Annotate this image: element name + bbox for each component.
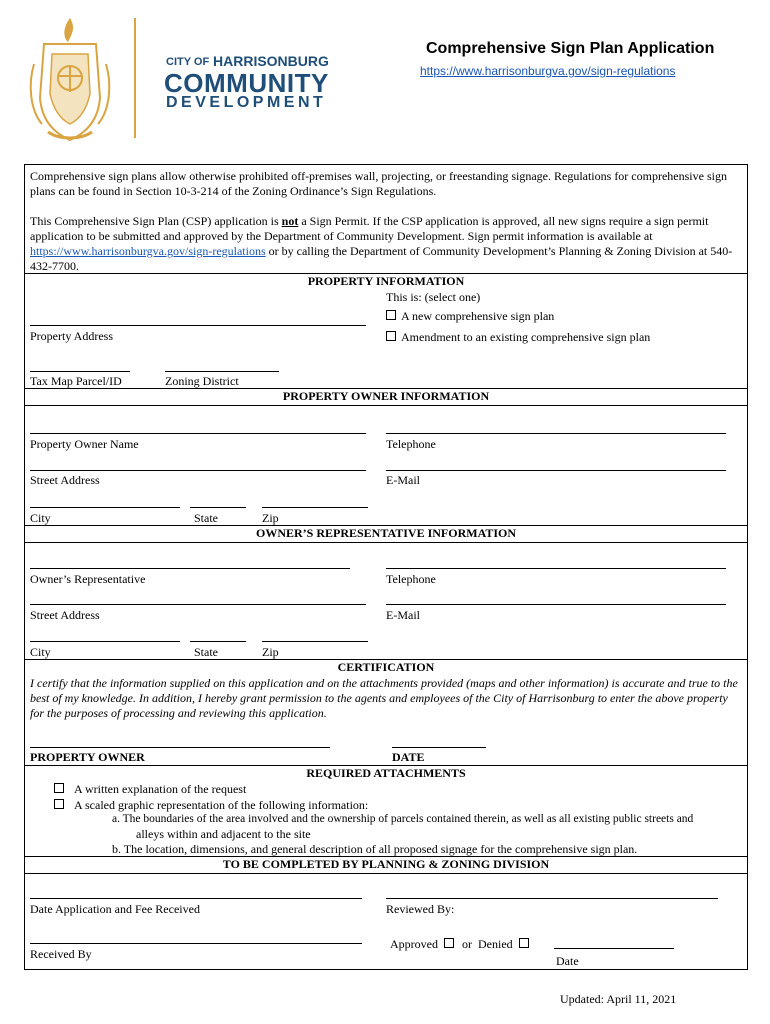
divider [24,405,748,406]
rep-email-label: E-Mail [386,608,420,622]
intro-text-b: a Sign Permit. If the CSP application is approved, all new signs require a sign permit application to be submitted and approved by the Department of Community Development. Sign permit information is available at [30,214,709,243]
checkbox-icon[interactable] [386,331,396,341]
logo-community: COMMUNITY [164,68,329,98]
intro-text-c: or by calling the Department of Community Development’s Planning & Zoning Division at 540-432-7700. [30,244,733,273]
owner-email-label: E-Mail [386,473,420,487]
logo-city-of: CITY OF [166,56,210,68]
certification-date-label: DATE [392,750,425,764]
divider [24,542,748,543]
date-received-label: Date Application and Fee Received [30,902,200,916]
owner-telephone-label: Telephone [386,437,436,451]
rep-zip-label: Zip [262,645,279,659]
logo-development: DEVELOPMENT [166,94,327,111]
attachment-item-graphic[interactable] [54,798,368,813]
rep-telephone-label: Telephone [386,572,436,586]
checkbox-icon[interactable] [386,310,396,320]
intro-not-emphasis: not [281,214,299,228]
rep-state-field[interactable] [190,641,246,642]
rep-zip-field[interactable] [262,641,368,642]
owner-email-field[interactable] [386,470,726,471]
divider [24,873,748,874]
rep-telephone-field[interactable] [386,568,726,569]
reviewed-by-label: Reviewed By: [386,902,455,916]
owner-street-label: Street Address [30,473,100,487]
attachments-section-title: REQUIRED ATTACHMENTS [306,766,466,780]
owner-name-label: Property Owner Name [30,437,139,451]
or-label: or [462,937,472,951]
rep-name-field[interactable] [30,568,350,569]
updated-date: Updated: April 11, 2021 [560,992,677,1006]
zoning-district-label: Zoning District [165,374,239,388]
approved-denied-options [390,937,534,952]
attachment-item-explanation[interactable] [54,782,246,797]
option-new-label: A new comprehensive sign plan [401,309,555,323]
page-title: Comprehensive Sign Plan Application [426,40,715,57]
approved-checkbox-icon[interactable] [444,938,454,948]
rep-section-title: OWNER’S REPRESENTATIVE INFORMATION [255,526,517,540]
rep-state-label: State [194,645,218,659]
logo-divider [134,18,136,138]
attachment-sub-a: a. The boundaries of the area involved and the ownership of parcels contained therein, as well as all existing public streets and [112,813,694,825]
rep-street-field[interactable] [30,604,366,605]
tax-map-field[interactable] [30,371,130,372]
certification-text: I certify that the information supplied on this application and on the attachments provided (maps and other information) is accurate and true to the best of my knowledge. In addition, I hereby grant permission to the agents and employees of the City of Harrisonburg to enter the above property for the purposes of processing and reviewing this application. [30,676,738,720]
intro-url-link[interactable]: https://www.harrisonburgva.gov/sign-regulations [30,244,266,258]
owner-city-label: City [30,511,51,525]
owner-name-field[interactable] [30,433,366,434]
decision-date-label: Date [556,954,579,968]
property-section-title: PROPERTY INFORMATION [307,274,465,288]
intro-text-a: This Comprehensive Sign Plan (CSP) application is [30,214,282,228]
office-section-title: TO BE COMPLETED BY PLANNING & ZONING DIVISION [222,857,550,871]
select-one-prompt: This is: (select one) [386,290,481,304]
owner-state-field[interactable] [190,507,246,508]
decision-date-field[interactable] [554,948,674,949]
city-seal-logo [24,14,116,146]
tax-map-label: Tax Map Parcel/ID [30,374,122,388]
option-amendment[interactable] [386,330,650,345]
owner-zip-field[interactable] [262,507,368,508]
property-address-field[interactable] [30,325,366,326]
rep-street-label: Street Address [30,608,100,622]
intro-paragraph-2 [30,214,742,274]
received-by-field[interactable] [30,943,362,944]
reviewed-by-field[interactable] [386,898,718,899]
approved-label: Approved [390,937,438,951]
rep-email-field[interactable] [386,604,726,605]
owner-signature-field[interactable] [30,747,330,748]
attachment-sub-b: b. The location, dimensions, and general description of all proposed signage for the comprehensive sign plan. [112,842,638,856]
owner-telephone-field[interactable] [386,433,726,434]
rep-city-field[interactable] [30,641,180,642]
property-address-label: Property Address [30,329,113,343]
checkbox-icon[interactable] [54,799,64,809]
logo-harrisonburg: HARRISONBURG [213,53,329,69]
rep-city-label: City [30,645,51,659]
owner-state-label: State [194,511,218,525]
attachment-item-2-label: A scaled graphic representation of the following information: [74,798,369,812]
certification-section-title: CERTIFICATION [337,660,435,674]
option-new-plan[interactable] [386,309,554,324]
property-owner-signature-label: PROPERTY OWNER [30,750,145,764]
received-by-label: Received By [30,947,92,961]
option-amend-label: Amendment to an existing comprehensive sign plan [401,330,651,344]
checkbox-icon[interactable] [54,783,64,793]
attachment-item-1-label: A written explanation of the request [74,782,247,796]
zoning-district-field[interactable] [165,371,279,372]
owner-city-field[interactable] [30,507,180,508]
owner-zip-label: Zip [262,511,279,525]
certification-date-field[interactable] [392,747,486,748]
denied-label: Denied [478,937,513,951]
rep-name-label: Owner’s Representative [30,572,146,586]
date-received-field[interactable] [30,898,362,899]
owner-street-field[interactable] [30,470,366,471]
header-url-link[interactable]: https://www.harrisonburgva.gov/sign-regulations [420,64,676,78]
denied-checkbox-icon[interactable] [519,938,529,948]
owner-section-title: PROPERTY OWNER INFORMATION [282,389,490,403]
intro-paragraph-1: Comprehensive sign plans allow otherwise prohibited off-premises wall, projecting, or freestanding signage. Regulations for comprehensive sign plans can be found in Section 10-3-214 of the Zoning Ordinance’s Sign Regulations. [30,169,727,198]
attachment-sub-a-continued: alleys within and adjacent to the site [136,827,311,841]
